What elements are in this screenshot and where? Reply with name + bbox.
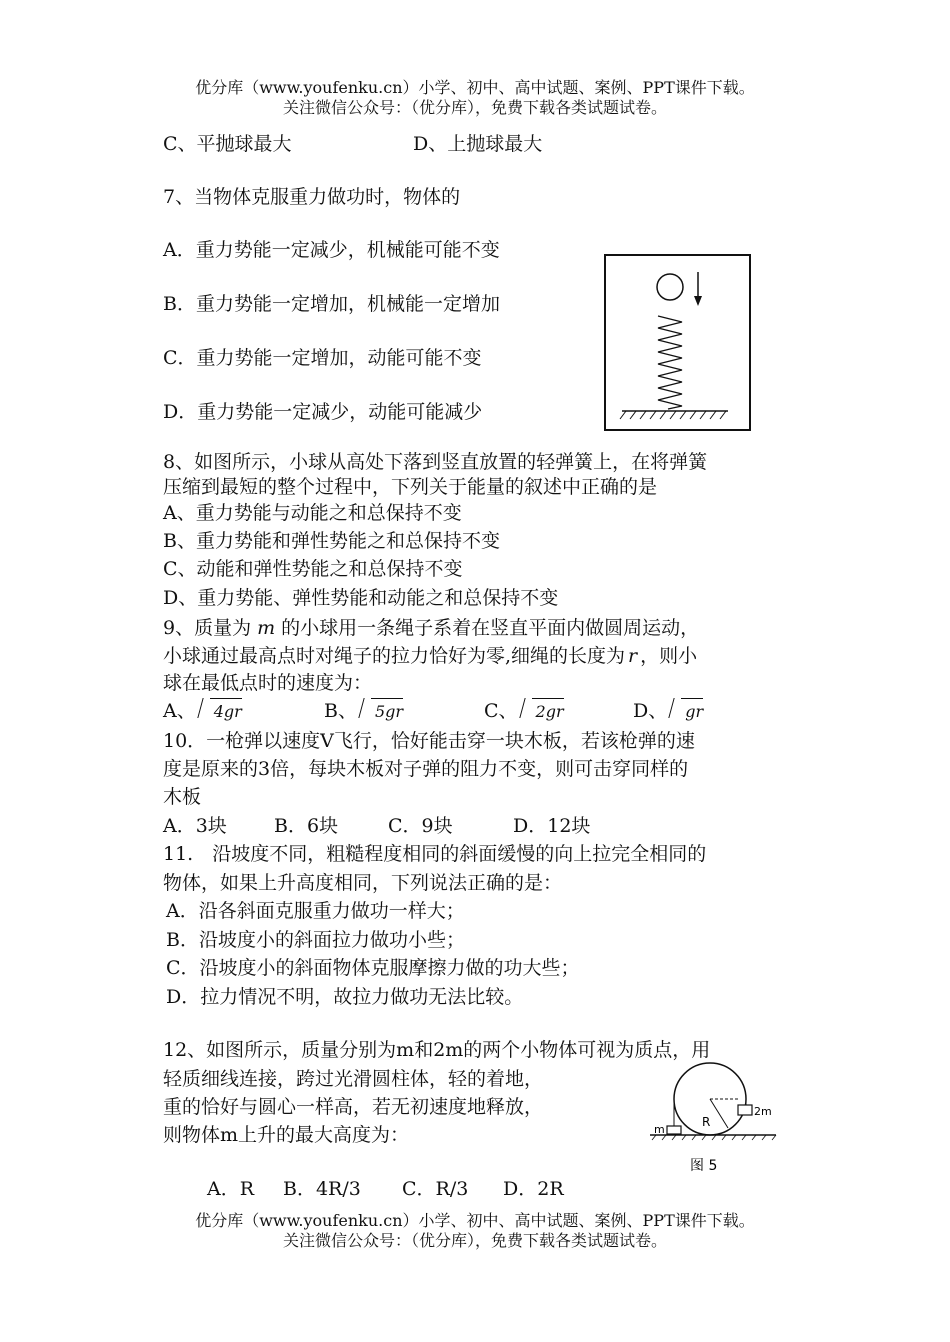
q7-stem: 7、当物体克服重力做功时，物体的 [163,186,461,208]
ball [657,274,683,300]
q12-option-d: D．2R [503,1178,564,1200]
q10-option-a: A．3块 [163,815,227,837]
q10-option-c: C．9块 [388,815,453,837]
q9-var-m: m [257,617,276,639]
header-line-1: 优分库（www.youfenku.cn）小学、初中、高中试题、案例、PPT课件下载。 [195,78,755,97]
q9-stem-1a: 9、质量为 [163,617,252,639]
q9-option-a [163,699,242,724]
q9-option-b-sqrt: 5gr [361,700,403,724]
block-m [667,1126,681,1134]
q9-option-a-label: A、 [163,700,196,722]
q12-stem-1: 12、如图所示，质量分别为m和2m的两个小物体可视为质点，用 [163,1039,711,1061]
q12-stem-4: 则物体m上升的最大高度为： [163,1124,410,1146]
q9-option-d [633,699,703,724]
q8-stem-2: 压缩到最短的整个过程中，下列关于能量的叙述中正确的是 [163,476,658,498]
q9-option-b [324,699,403,724]
label-m: m [654,1123,665,1136]
q7-option-d: D．重力势能一定减少，动能可能减少 [163,401,483,423]
q9-option-c-sqrt: 2gr [522,700,564,724]
header-line-2: 关注微信公众号：（优分库），免费下载各类试题试卷。 [282,98,667,117]
q10-option-b: B．6块 [274,815,339,837]
q11-option-d: D．拉力情况不明，故拉力做功无法比较。 [166,986,524,1008]
q12-option-c: C．R/3 [402,1178,469,1200]
q8-stem-1: 8、如图所示，小球从高处下落到竖直放置的轻弹簧上，在将弹簧 [163,451,708,473]
q8-option-d: D、重力势能、弹性势能和动能之和总保持不变 [163,587,559,609]
q9-stem-3: 球在最低点时的速度为： [163,672,373,694]
down-arrow-head [694,296,702,306]
radius-line [710,1099,728,1128]
q11-stem-1: 11. 沿坡度不同，粗糙程度相同的斜面缓慢的向上拉完全相同的 [163,843,707,865]
q8-option-b: B、重力势能和弹性势能之和总保持不变 [163,530,500,552]
footer-line-1: 优分库（www.youfenku.cn）小学、初中、高中试题、案例、PPT课件下载。 [195,1211,755,1230]
spring [658,316,682,409]
q12-stem-3: 重的恰好与圆心一样高，若无初速度地释放， [163,1096,544,1118]
label-R: R [702,1115,711,1129]
figure-caption: 图 5 [690,1158,718,1174]
footer-line-2: 关注微信公众号：（优分库），免费下载各类试题试卷。 [282,1231,667,1250]
q11-stem-2: 物体，如果上升高度相同，下列说法正确的是： [163,872,563,894]
q10-stem-1: 10．一枪弹以速度V飞行，恰好能击穿一块木板，若该枪弹的速 [163,730,695,752]
q9-option-c [484,699,564,724]
q8-option-a: A、重力势能与动能之和总保持不变 [163,502,462,524]
q11-option-c: C．沿坡度小的斜面物体克服摩擦力做的功大些； [166,957,580,979]
q9-stem-1b: 的小球用一条绳子系着在竖直平面内做圆周运动， [281,617,700,639]
q9-option-d-label: D、 [633,700,668,722]
q7-option-a: A．重力势能一定减少，机械能可能不变 [163,239,500,261]
spring-ball-figure [604,254,752,432]
q9-option-c-label: C、 [484,700,518,722]
q6-option-c: C、平抛球最大 [163,133,292,155]
q9-stem-2a: 小球通过最高点时对绳子的拉力恰好为零,细绳的长度为 [163,645,626,667]
q9-stem-2b: ，则小 [640,645,698,667]
q10-stem-2: 度是原来的3倍，每块木板对子弹的阻力不变，则可击穿同样的 [163,758,689,780]
q10-option-d: D．12块 [513,815,591,837]
q11-option-a: A．沿各斜面克服重力做功一样大； [166,900,465,922]
ground-hatch [620,411,726,419]
q8-option-c: C、动能和弹性势能之和总保持不变 [163,558,463,580]
q11-option-b: B．沿坡度小的斜面拉力做功小些； [166,929,465,951]
q12-option-a: A．R [207,1178,255,1200]
q9-option-b-label: B、 [324,700,357,722]
q9-option-d-sqrt: gr [671,700,703,724]
label-2m: 2m [754,1105,772,1118]
block-2m [738,1105,752,1115]
figure-frame [605,255,750,430]
q9-stem-2 [163,644,697,668]
q9-var-r: r [628,645,638,667]
q7-option-b: B．重力势能一定增加，机械能一定增加 [163,293,500,315]
q6-option-d: D、上抛球最大 [413,133,543,155]
q12-option-b: B．4R/3 [283,1178,361,1200]
q7-option-c: C．重力势能一定增加，动能可能不变 [163,347,482,369]
q12-stem-2: 轻质细线连接，跨过光滑圆柱体，轻的着地， [163,1068,544,1090]
q9-stem-1 [163,616,699,640]
q9-option-a-sqrt: 4gr [200,700,242,724]
q10-stem-3: 木板 [163,786,202,808]
cylinder-pulley-figure [640,1060,780,1180]
